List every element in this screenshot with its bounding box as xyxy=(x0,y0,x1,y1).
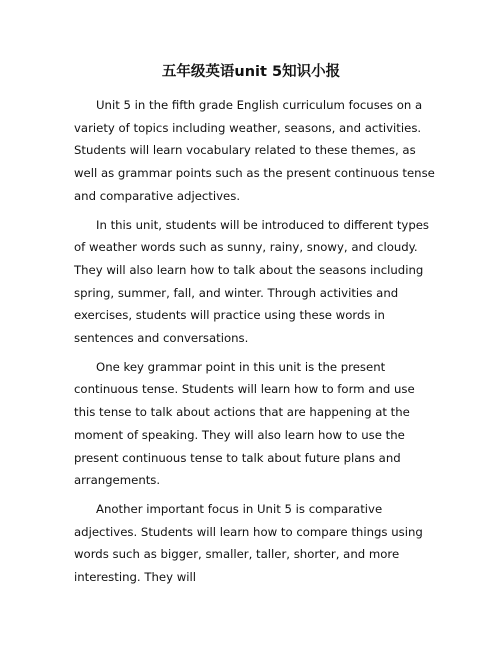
paragraph-1: Unit 5 in the fifth grade English curriculum focuses on a variety of topics including weather, seasons, and activities. Students will learn vocabulary related to these themes, as well as grammar points such as the present continuous tense and comparative adjectives. xyxy=(74,98,435,203)
document-body xyxy=(74,94,436,595)
document-title: 五年级英语unit 5知识小报 xyxy=(161,64,341,80)
paragraph-3: One key grammar point in this unit is the present continuous tense. Students will learn how to form and use this tense to talk about actions that are happening at the moment of speaking. They will also learn how to use the present continuous tense to talk about future plans and arrangements. xyxy=(74,359,415,488)
paragraph-4: Another important focus in Unit 5 is comparative adjectives. Students will learn how to compare things using words such as bigger, smaller, taller, shorter, and more interesting. They will xyxy=(74,501,423,585)
paragraph-2: In this unit, students will be introduced to different types of weather words such as sunny, rainy, snowy, and cloudy. They will also learn how to talk about the seasons including spring, summer, fall, and winter. Through activities and exercises, students will practice using these words in sentences and conversations. xyxy=(74,217,430,346)
